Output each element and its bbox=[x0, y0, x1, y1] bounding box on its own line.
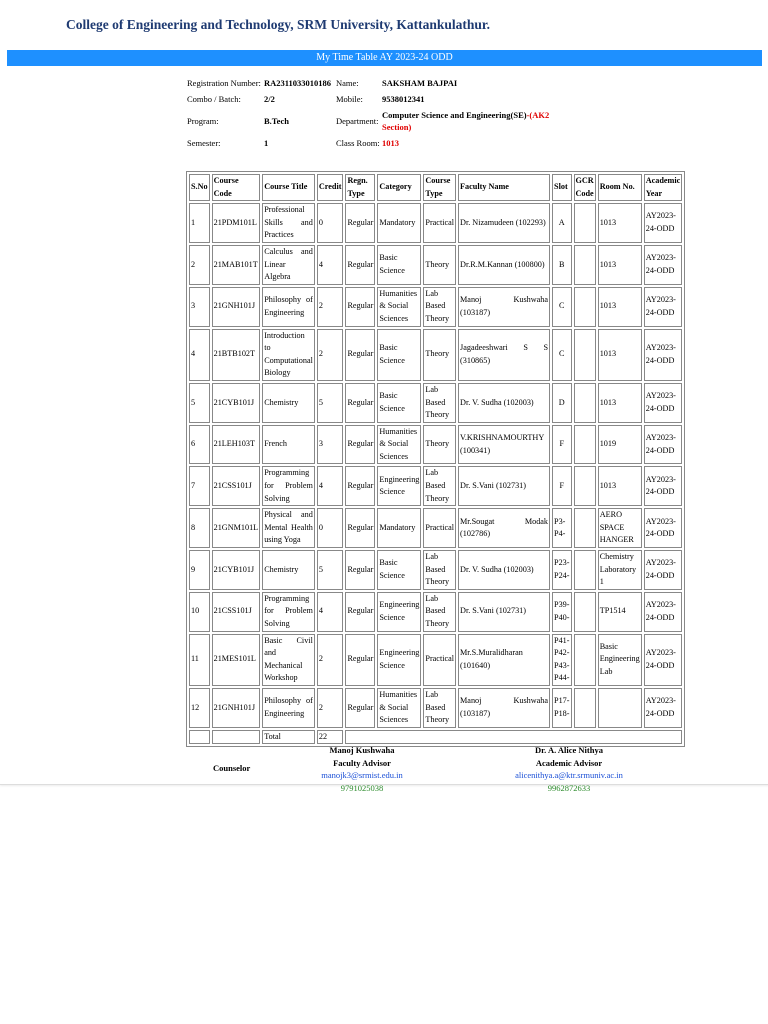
cell-slot: D bbox=[552, 383, 571, 423]
total-row bbox=[189, 730, 682, 745]
cell-credit: 4 bbox=[317, 245, 344, 285]
timetable bbox=[186, 171, 685, 747]
cell-course-type: Lab Based Theory bbox=[423, 550, 456, 590]
cell-regn-type: Regular bbox=[345, 287, 375, 327]
academic-advisor-block bbox=[504, 744, 634, 794]
cell-faculty-name: Manoj Kushwaha (103187) bbox=[458, 688, 550, 728]
cell-faculty-name: Mr.S.Muralidharan (101640) bbox=[458, 634, 550, 686]
academic-advisor-role: Academic Advisor bbox=[535, 757, 603, 768]
cell-sno: 7 bbox=[189, 466, 210, 506]
cell-category: Basic Science bbox=[377, 383, 421, 423]
cell-credit: 3 bbox=[317, 425, 344, 465]
cell-regn-type: Regular bbox=[345, 245, 375, 285]
total-value: 22 bbox=[317, 730, 344, 745]
cell-slot: P41-P42-P43-P44- bbox=[552, 634, 571, 686]
table-row bbox=[189, 287, 682, 327]
cell-room-no: TP1514 bbox=[598, 592, 642, 632]
cell-course-title: Calculus and Linear Algebra bbox=[262, 245, 315, 285]
cell-course-type: Practical bbox=[423, 508, 456, 548]
cell-faculty-name: Dr. S.Vani (102731) bbox=[458, 592, 550, 632]
cell-gcr-code bbox=[574, 287, 596, 327]
cell-category: Engineering Science bbox=[377, 592, 421, 632]
cell-course-code: 21MES101L bbox=[212, 634, 261, 686]
total-label: Total bbox=[262, 730, 315, 745]
academic-advisor-phone: 9962872633 bbox=[547, 782, 591, 793]
cell-room-no: 1013 bbox=[598, 466, 642, 506]
cell-course-code: 21MAB101T bbox=[212, 245, 261, 285]
faculty-advisor-role: Faculty Advisor bbox=[333, 757, 391, 768]
cell-credit: 4 bbox=[317, 466, 344, 506]
counselor-label: Counselor bbox=[213, 763, 251, 773]
cell-category: Mandatory bbox=[377, 203, 421, 243]
department-label: Department: bbox=[336, 116, 379, 126]
cell-academic-year: AY2023-24-ODD bbox=[644, 287, 683, 327]
cell-category: Humanities & Social Sciences bbox=[377, 425, 421, 465]
total-filler bbox=[345, 730, 682, 745]
program-value: B.Tech bbox=[264, 116, 289, 126]
cell-sno: 6 bbox=[189, 425, 210, 465]
department-value bbox=[381, 107, 563, 135]
cell-slot: F bbox=[552, 466, 571, 506]
table-row bbox=[189, 425, 682, 465]
cell-slot: C bbox=[552, 329, 571, 381]
cell-course-title: Basic Civil and Mechanical Workshop bbox=[262, 634, 315, 686]
header-faculty-name: Faculty Name bbox=[458, 174, 550, 201]
cell-regn-type: Regular bbox=[345, 329, 375, 381]
cell-course-type: Practical bbox=[423, 203, 456, 243]
cell-regn-type: Regular bbox=[345, 425, 375, 465]
cell-credit: 2 bbox=[317, 287, 344, 327]
cell-slot: P17-P18- bbox=[552, 688, 571, 728]
cell-course-title: Chemistry bbox=[262, 383, 315, 423]
faculty-advisor-email[interactable]: manojk3@srmist.edu.in bbox=[321, 770, 403, 780]
cell-regn-type: Regular bbox=[345, 592, 375, 632]
table-row bbox=[189, 245, 682, 285]
cell-faculty-name: Dr.R.M.Kannan (100800) bbox=[458, 245, 550, 285]
cell-course-code: 21BTB102T bbox=[212, 329, 261, 381]
cell-slot: P3-P4- bbox=[552, 508, 571, 548]
header-course-type: Course Type bbox=[423, 174, 456, 201]
cell-regn-type: Regular bbox=[345, 508, 375, 548]
combo-label: Combo / Batch: bbox=[187, 94, 241, 104]
cell-sno: 12 bbox=[189, 688, 210, 728]
table-row bbox=[189, 203, 682, 243]
header-course-code: Course Code bbox=[212, 174, 261, 201]
cell-course-code: 21LEH103T bbox=[212, 425, 261, 465]
cell-credit: 0 bbox=[317, 203, 344, 243]
reg-label: Registration Number: bbox=[187, 78, 261, 88]
cell-faculty-name: Mr.Sougat Modak (102786) bbox=[458, 508, 550, 548]
table-row bbox=[189, 329, 682, 381]
cell-credit: 2 bbox=[317, 329, 344, 381]
cell-academic-year: AY2023-24-ODD bbox=[644, 592, 683, 632]
cell-sno: 5 bbox=[189, 383, 210, 423]
cell-course-type: Practical bbox=[423, 634, 456, 686]
header-slot: Slot bbox=[552, 174, 571, 201]
table-row bbox=[189, 466, 682, 506]
cell-category: Humanities & Social Sciences bbox=[377, 287, 421, 327]
header-regn-type: Regn. Type bbox=[345, 174, 375, 201]
cell-academic-year: AY2023-24-ODD bbox=[644, 383, 683, 423]
cell-course-type: Lab Based Theory bbox=[423, 466, 456, 506]
cell-room-no: 1019 bbox=[598, 425, 642, 465]
cell-sno: 8 bbox=[189, 508, 210, 548]
cell-course-title: French bbox=[262, 425, 315, 465]
department-name: Computer Science and Engineering(SE) bbox=[382, 110, 527, 120]
cell-sno: 10 bbox=[189, 592, 210, 632]
cell-course-code: 21PDM101L bbox=[212, 203, 261, 243]
cell-credit: 5 bbox=[317, 383, 344, 423]
header-room-no: Room No. bbox=[598, 174, 642, 201]
cell-faculty-name: Dr. S.Vani (102731) bbox=[458, 466, 550, 506]
reg-value: RA2311033010186 bbox=[264, 78, 332, 88]
department-section: -(AK2 Section) bbox=[382, 110, 550, 132]
college-title: College of Engineering and Technology, SRM University, Kattankulathur. bbox=[66, 17, 491, 32]
cell-course-code: 21GNH101J bbox=[212, 287, 261, 327]
cell-course-type: Theory bbox=[423, 329, 456, 381]
cell-faculty-name: V.KRISHNAMOURTHY (100341) bbox=[458, 425, 550, 465]
classroom-value: 1013 bbox=[382, 138, 399, 148]
cell-academic-year: AY2023-24-ODD bbox=[644, 203, 683, 243]
cell-course-title: Chemistry bbox=[262, 550, 315, 590]
cell-academic-year: AY2023-24-ODD bbox=[644, 550, 683, 590]
cell-room-no: AERO SPACE HANGER bbox=[598, 508, 642, 548]
cell-category: Basic Science bbox=[377, 550, 421, 590]
cell-course-type: Lab Based Theory bbox=[423, 592, 456, 632]
cell-category: Basic Science bbox=[377, 245, 421, 285]
cell-course-title: Introduction to Computational Biology bbox=[262, 329, 315, 381]
cell-course-title: Philosophy of Engineering bbox=[262, 688, 315, 728]
cell-course-code: 21GNH101J bbox=[212, 688, 261, 728]
cell-slot: P39-P40- bbox=[552, 592, 571, 632]
cell-slot: P23-P24- bbox=[552, 550, 571, 590]
cell-course-title: Physical and Mental Health using Yoga bbox=[262, 508, 315, 548]
cell-sno: 11 bbox=[189, 634, 210, 686]
cell-course-code: 21CSS101J bbox=[212, 592, 261, 632]
table-row bbox=[189, 550, 682, 590]
cell-room-no: 1013 bbox=[598, 203, 642, 243]
table-row bbox=[189, 634, 682, 686]
classroom-label: Class Room: bbox=[336, 138, 380, 148]
cell-faculty-name: Dr. V. Sudha (102003) bbox=[458, 383, 550, 423]
cell-regn-type: Regular bbox=[345, 550, 375, 590]
header-sno: S.No bbox=[189, 174, 210, 201]
cell-room-no: 1013 bbox=[598, 383, 642, 423]
cell-gcr-code bbox=[574, 634, 596, 686]
cell-gcr-code bbox=[574, 466, 596, 506]
cell-regn-type: Regular bbox=[345, 466, 375, 506]
cell-gcr-code bbox=[574, 245, 596, 285]
semester-label: Semester: bbox=[187, 138, 221, 148]
header-credit: Credit bbox=[317, 174, 344, 201]
cell-room-no: 1013 bbox=[598, 245, 642, 285]
cell-course-type: Theory bbox=[423, 245, 456, 285]
mobile-label: Mobile: bbox=[336, 94, 363, 104]
cell-course-title: Programming for Problem Solving bbox=[262, 466, 315, 506]
academic-advisor-email[interactable]: alicenithya.a@ktr.srmuniv.ac.in bbox=[515, 770, 623, 780]
cell-sno: 3 bbox=[189, 287, 210, 327]
table-row bbox=[189, 508, 682, 548]
cell-credit: 2 bbox=[317, 688, 344, 728]
cell-sno: 9 bbox=[189, 550, 210, 590]
cell-course-code: 21CYB101J bbox=[212, 383, 261, 423]
cell-gcr-code bbox=[574, 425, 596, 465]
cell-regn-type: Regular bbox=[345, 203, 375, 243]
cell-course-code: 21GNM101L bbox=[212, 508, 261, 548]
academic-advisor-name: Dr. A. Alice Nithya bbox=[535, 745, 603, 755]
cell-academic-year: AY2023-24-ODD bbox=[644, 329, 683, 381]
table-row bbox=[189, 383, 682, 423]
cell-course-title: Programming for Problem Solving bbox=[262, 592, 315, 632]
cell-slot: B bbox=[552, 245, 571, 285]
cell-course-type: Lab Based Theory bbox=[423, 287, 456, 327]
student-info bbox=[186, 75, 563, 151]
faculty-advisor-block bbox=[302, 744, 422, 794]
cell-slot: C bbox=[552, 287, 571, 327]
semester-value: 1 bbox=[264, 138, 269, 148]
cell-room-no: 1013 bbox=[598, 287, 642, 327]
faculty-advisor-phone: 9791025038 bbox=[340, 782, 384, 793]
cell-credit: 0 bbox=[317, 508, 344, 548]
cell-course-title: Professional Skills and Practices bbox=[262, 203, 315, 243]
timetable-banner: My Time Table AY 2023-24 ODD bbox=[7, 50, 762, 66]
cell-regn-type: Regular bbox=[345, 383, 375, 423]
total-empty-2 bbox=[212, 730, 261, 745]
cell-academic-year: AY2023-24-ODD bbox=[644, 688, 683, 728]
header-course-title: Course Title bbox=[262, 174, 315, 201]
combo-value: 2/2 bbox=[264, 94, 275, 104]
program-label: Program: bbox=[187, 116, 219, 126]
name-value: SAKSHAM BAJPAI bbox=[382, 78, 458, 88]
cell-gcr-code bbox=[574, 383, 596, 423]
cell-academic-year: AY2023-24-ODD bbox=[644, 634, 683, 686]
cell-academic-year: AY2023-24-ODD bbox=[644, 508, 683, 548]
cell-sno: 1 bbox=[189, 203, 210, 243]
cell-faculty-name: Dr. V. Sudha (102003) bbox=[458, 550, 550, 590]
cell-gcr-code bbox=[574, 329, 596, 381]
cell-gcr-code bbox=[574, 688, 596, 728]
cell-room-no: Chemistry Laboratory 1 bbox=[598, 550, 642, 590]
cell-academic-year: AY2023-24-ODD bbox=[644, 245, 683, 285]
cell-gcr-code bbox=[574, 508, 596, 548]
cell-faculty-name: Manoj Kushwaha (103187) bbox=[458, 287, 550, 327]
cell-category: Humanities & Social Sciences bbox=[377, 688, 421, 728]
header-academic-year: Academic Year bbox=[644, 174, 683, 201]
faculty-advisor-name: Manoj Kushwaha bbox=[329, 745, 395, 755]
cell-faculty-name: Jagadeeshwari S S (310865) bbox=[458, 329, 550, 381]
cell-course-code: 21CSS101J bbox=[212, 466, 261, 506]
timetable-header-row bbox=[189, 174, 682, 201]
mobile-value: 9538012341 bbox=[382, 94, 425, 104]
cell-gcr-code bbox=[574, 550, 596, 590]
cell-credit: 2 bbox=[317, 634, 344, 686]
cell-academic-year: AY2023-24-ODD bbox=[644, 425, 683, 465]
cell-category: Basic Science bbox=[377, 329, 421, 381]
cell-regn-type: Regular bbox=[345, 634, 375, 686]
cell-course-type: Lab Based Theory bbox=[423, 383, 456, 423]
cell-category: Engineering Science bbox=[377, 634, 421, 686]
cell-course-type: Lab Based Theory bbox=[423, 688, 456, 728]
cell-regn-type: Regular bbox=[345, 688, 375, 728]
header-gcr-code: GCR Code bbox=[574, 174, 596, 201]
header-category: Category bbox=[377, 174, 421, 201]
cell-room-no: Basic Engineering Lab bbox=[598, 634, 642, 686]
cell-gcr-code bbox=[574, 203, 596, 243]
cell-slot: F bbox=[552, 425, 571, 465]
cell-academic-year: AY2023-24-ODD bbox=[644, 466, 683, 506]
cell-course-type: Theory bbox=[423, 425, 456, 465]
table-row bbox=[189, 592, 682, 632]
total-empty-1 bbox=[189, 730, 210, 745]
cell-credit: 4 bbox=[317, 592, 344, 632]
cell-room-no: 1013 bbox=[598, 329, 642, 381]
cell-category: Mandatory bbox=[377, 508, 421, 548]
cell-gcr-code bbox=[574, 592, 596, 632]
name-label: Name: bbox=[336, 78, 359, 88]
table-row bbox=[189, 688, 682, 728]
cell-sno: 4 bbox=[189, 329, 210, 381]
cell-course-title: Philosophy of Engineering bbox=[262, 287, 315, 327]
cell-sno: 2 bbox=[189, 245, 210, 285]
cell-room-no bbox=[598, 688, 642, 728]
cell-slot: A bbox=[552, 203, 571, 243]
cell-faculty-name: Dr. Nizamudeen (102293) bbox=[458, 203, 550, 243]
cell-course-code: 21CYB101J bbox=[212, 550, 261, 590]
cell-credit: 5 bbox=[317, 550, 344, 590]
cell-category: Engineering Science bbox=[377, 466, 421, 506]
